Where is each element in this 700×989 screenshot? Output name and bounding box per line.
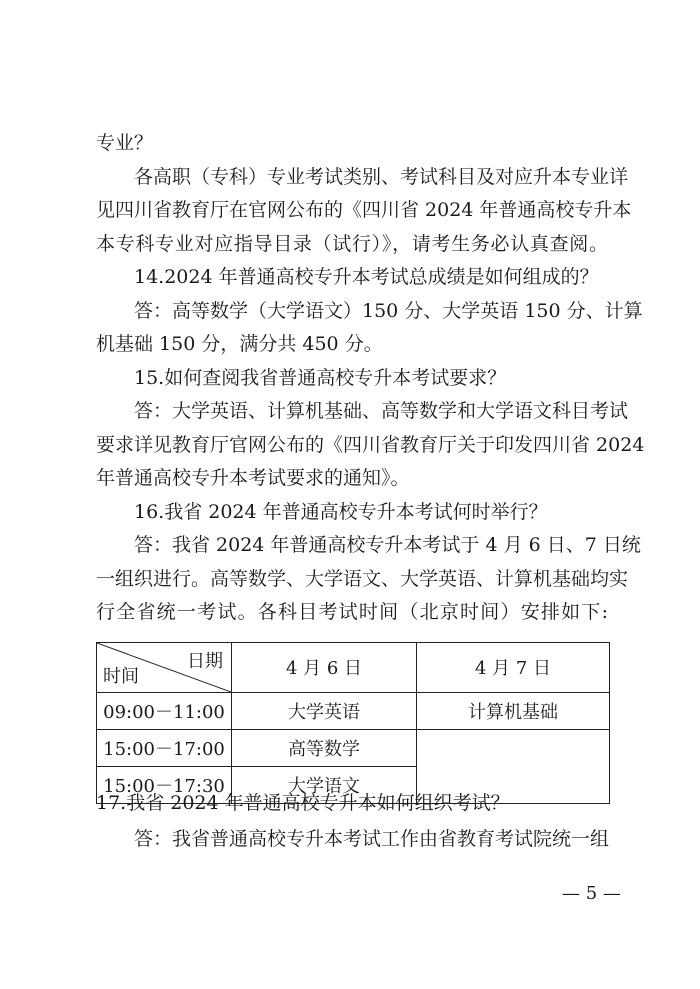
time-cell: 15:00－17:30 [97, 766, 232, 803]
subject-cell: 高等数学 [232, 729, 417, 766]
exam-schedule-table [96, 642, 610, 804]
text-line: 答：大学英语、计算机基础、高等数学和大学语文科目考试 [134, 400, 629, 422]
header-time-label: 时间 [103, 665, 139, 687]
header-date-label: 日期 [187, 650, 223, 672]
text-line: 答：我省普通高校专升本考试工作由省教育考试院统一组 [134, 828, 610, 850]
time-cell: 15:00－17:00 [97, 729, 232, 766]
header-day1: 4 月 6 日 [232, 642, 417, 692]
text-line: 答：我省 2024 年普通高校专升本考试于 4 月 6 日、7 日统 [134, 534, 641, 556]
section-heading: 14.2024 年普通高校专升本考试总成绩是如何组成的？ [134, 266, 599, 288]
section-heading: 15.如何查阅我省普通高校专升本考试要求？ [134, 366, 507, 389]
text-line: 年普通高校专升本考试要求的通知》。 [96, 467, 410, 489]
table-row [97, 729, 610, 766]
text-line: 答：高等数学（大学语文）150 分、大学英语 150 分、计算 [134, 299, 643, 322]
text-line: 本专科专业对应指导目录（试行）》，请考生务必认真查阅。 [96, 232, 608, 255]
page-number: — 5 — [562, 883, 621, 904]
table-header-row [97, 642, 610, 692]
subject-cell: 大学语文 [232, 766, 417, 803]
header-day2: 4 月 7 日 [417, 642, 610, 692]
text-line: 一组织进行。高等数学、大学语文、大学英语、计算机基础均实 [96, 567, 629, 590]
subject-cell: 计算机基础 [417, 692, 610, 729]
time-cell: 09:00－11:00 [97, 692, 232, 729]
subject-cell: 大学英语 [232, 692, 417, 729]
text-line: 专业？ [96, 132, 154, 154]
text-line: 要求详见教育厅官网公布的《四川省教育厅关于印发四川省 2024 [96, 433, 645, 456]
table-row [97, 692, 610, 729]
text-line: 见四川省教育厅在官网公布的《四川省 2024 年普通高校专升本 [96, 199, 632, 221]
text-line: 机基础 150 分，满分共 450 分。 [96, 333, 383, 355]
section-heading: 16.我省 2024 年普通高校专升本考试何时举行？ [134, 500, 548, 523]
section-heading: 17.我省 2024 年普通高校专升本如何组织考试？ [96, 792, 510, 814]
text-line: 各高职（专科）专业考试类别、考试科目及对应升本专业详 [134, 165, 629, 188]
text-line: 行全省统一考试。各科目考试时间（北京时间）安排如下: [96, 601, 608, 623]
diagonal-header-cell [97, 642, 232, 692]
